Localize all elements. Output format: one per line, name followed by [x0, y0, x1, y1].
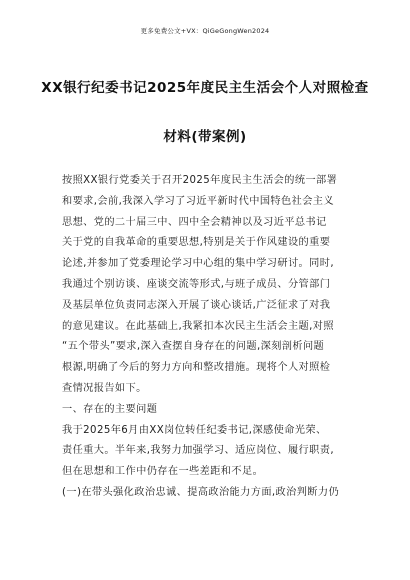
- body-line: 我通过个别访谈、座谈交流等形式,与班子成员、分管部门: [62, 278, 331, 290]
- body-line: 责任重大。半年来,我努力加强学习、适应岗位、履行职责,: [62, 445, 334, 457]
- watermark-text: 更多免费公文+VX：QiGeGongWen2024: [140, 27, 270, 35]
- body-line: “五个带头”要求,深入查摆自身存在的问题,深刻剖析问题: [62, 341, 325, 353]
- subsection-heading: (一)在带头强化政治忠诚、提高政治能力方面,政治判断力仍: [62, 486, 340, 498]
- body-line: 的意见建议。在此基础上,我紧扣本次民主生活会主题,对照: [62, 320, 334, 332]
- body-line: 和要求,会前,我深入学习了习近平新时代中国特色社会主义: [62, 195, 334, 207]
- document-title-line2: 材料(带案例): [163, 129, 247, 145]
- body-line: 我于2025年6月由XX岗位转任纪委书记,深感使命光荣、: [62, 424, 327, 436]
- body-line: 查情况报告如下。: [62, 382, 147, 394]
- body-line: 但在思想和工作中仍存在一些差距和不足。: [62, 466, 264, 478]
- body-line: 关于党的自我革命的重要思想,特别是关于作风建设的重要: [62, 237, 331, 249]
- body-line: 及基层单位负责同志深入开展了谈心谈话,广泛征求了对我: [62, 299, 331, 311]
- body-line: 按照XX银行党委关于召开2025年度民主生活会的统一部署: [62, 175, 338, 186]
- document-body: [62, 171, 352, 504]
- body-line: 论述,并参加了党委理论学习中心组的集中学习研讨。同时,: [62, 258, 334, 270]
- document-title-line1: XX银行纪委书记2025年度民主生活会个人对照检查: [41, 80, 369, 96]
- body-line: 思想、党的二十届三中、四中全会精神以及习近平总书记: [62, 216, 327, 228]
- section-heading: 一、存在的主要问题: [62, 403, 158, 415]
- body-line: 根源,明确了今后的努力方向和整改措施。现将个人对照检: [62, 362, 331, 374]
